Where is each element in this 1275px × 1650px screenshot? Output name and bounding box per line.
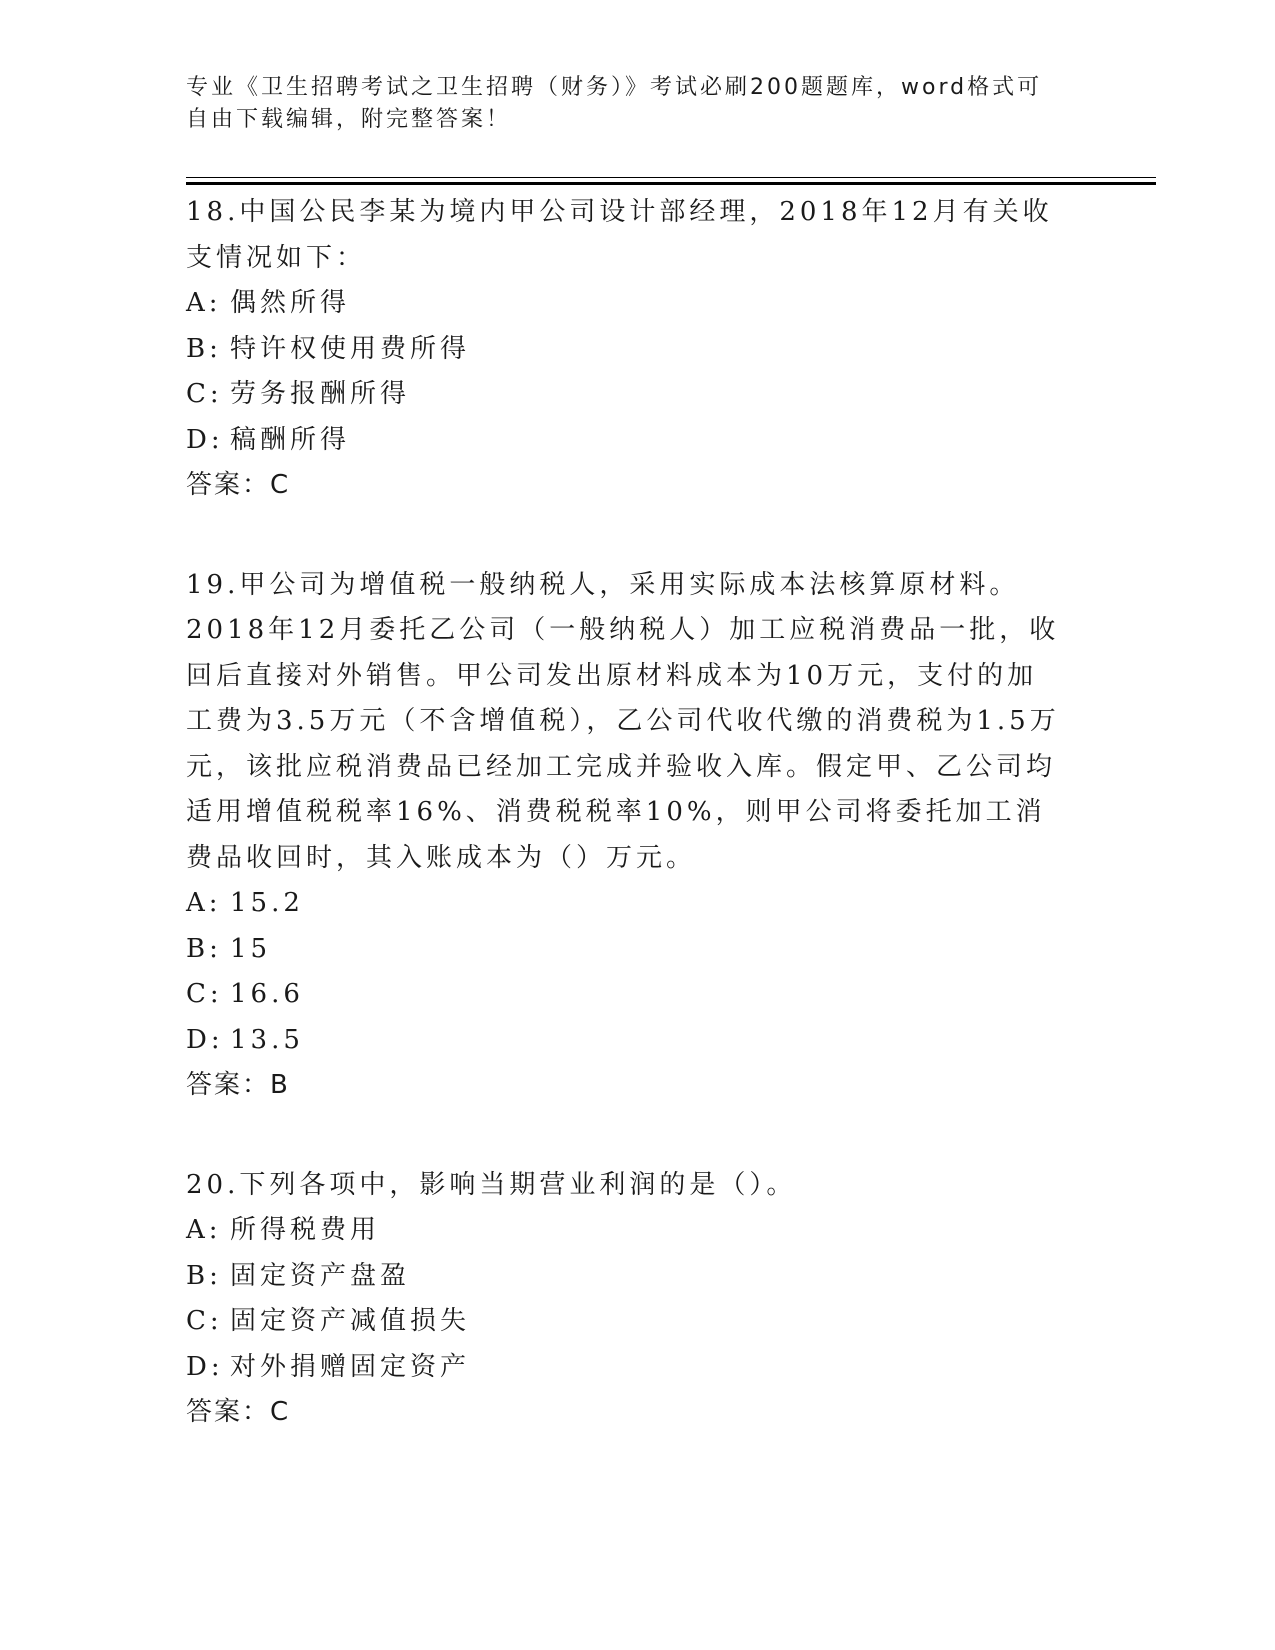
option-text: 13.5: [230, 1024, 304, 1055]
option-text: 特许权使用费所得: [230, 333, 471, 364]
option-letter: B:: [186, 1260, 222, 1291]
option-text: 固定资产盘盈: [230, 1260, 411, 1291]
option-c: [186, 972, 1066, 1018]
option-letter: B:: [186, 333, 222, 364]
option-text: 劳务报酬所得: [230, 379, 411, 409]
question-19: [186, 563, 1066, 1109]
question-stem: 19.甲公司为增值税一般纳税人，采用实际成本法核算原材料。2018年12月委托乙公司（一般纳税人）加工应税消费品一批，收回后直接对外销售。甲公司发出原材料成本为10万元，支付的加工费为3.5万元（不含增值税），乙公司代收代缴的消费税为1.5万元，该批应税消费品已经加工完成并验收入库。假定甲、乙公司均适用增值税税率16%、消费税税率10%，则甲公司将委托加工消费品收回时，其入账成本为（）万元。: [186, 569, 1060, 873]
option-letter: C:: [186, 1306, 223, 1336]
option-letter: D:: [186, 424, 224, 455]
question-18: [186, 190, 1066, 509]
option-c: [186, 372, 1066, 418]
question-stem: 20.下列各项中，影响当期营业利润的是（）。: [186, 1169, 797, 1200]
option-b: [186, 327, 1066, 373]
option-d: [186, 1018, 1066, 1064]
answer-line: 答案：C: [186, 1397, 291, 1427]
question-stem: 18.中国公民李某为境内甲公司设计部经理，2018年12月有关收支情况如下：: [186, 197, 1053, 273]
option-a: [186, 881, 1066, 927]
answer-line: 答案：B: [186, 1070, 290, 1100]
option-text: 15: [230, 933, 272, 964]
option-text: 对外捐赠固定资产: [230, 1351, 471, 1382]
option-letter: B:: [186, 933, 222, 964]
option-a: [186, 1208, 1066, 1254]
option-text: 偶然所得: [230, 288, 351, 318]
question-20: [186, 1163, 1066, 1436]
header-rule-thick: [186, 182, 1156, 185]
option-text: 固定资产减值损失: [230, 1306, 471, 1336]
option-text: 16.6: [230, 979, 304, 1009]
question-list: [186, 190, 1066, 1490]
option-d: [186, 1345, 1066, 1391]
option-c: [186, 1299, 1066, 1345]
option-d: [186, 418, 1066, 464]
option-a: [186, 281, 1066, 327]
option-letter: A:: [186, 888, 222, 918]
answer-line: 答案：C: [186, 470, 291, 500]
option-b: [186, 927, 1066, 973]
header-rule-thin: [186, 177, 1156, 178]
option-letter: D:: [186, 1024, 224, 1055]
option-letter: A:: [186, 1215, 222, 1245]
option-letter: A:: [186, 288, 222, 318]
option-b: [186, 1254, 1066, 1300]
option-letter: C:: [186, 979, 223, 1009]
option-text: 所得税费用: [230, 1215, 381, 1245]
option-text: 稿酬所得: [230, 424, 351, 455]
option-text: 15.2: [230, 888, 304, 918]
option-letter: D:: [186, 1351, 224, 1382]
option-letter: C:: [186, 379, 223, 409]
document-header: 专业《卫生招聘考试之卫生招聘（财务）》考试必刷200题题库，word格式可自由下载编辑，附完整答案！: [186, 75, 1043, 132]
